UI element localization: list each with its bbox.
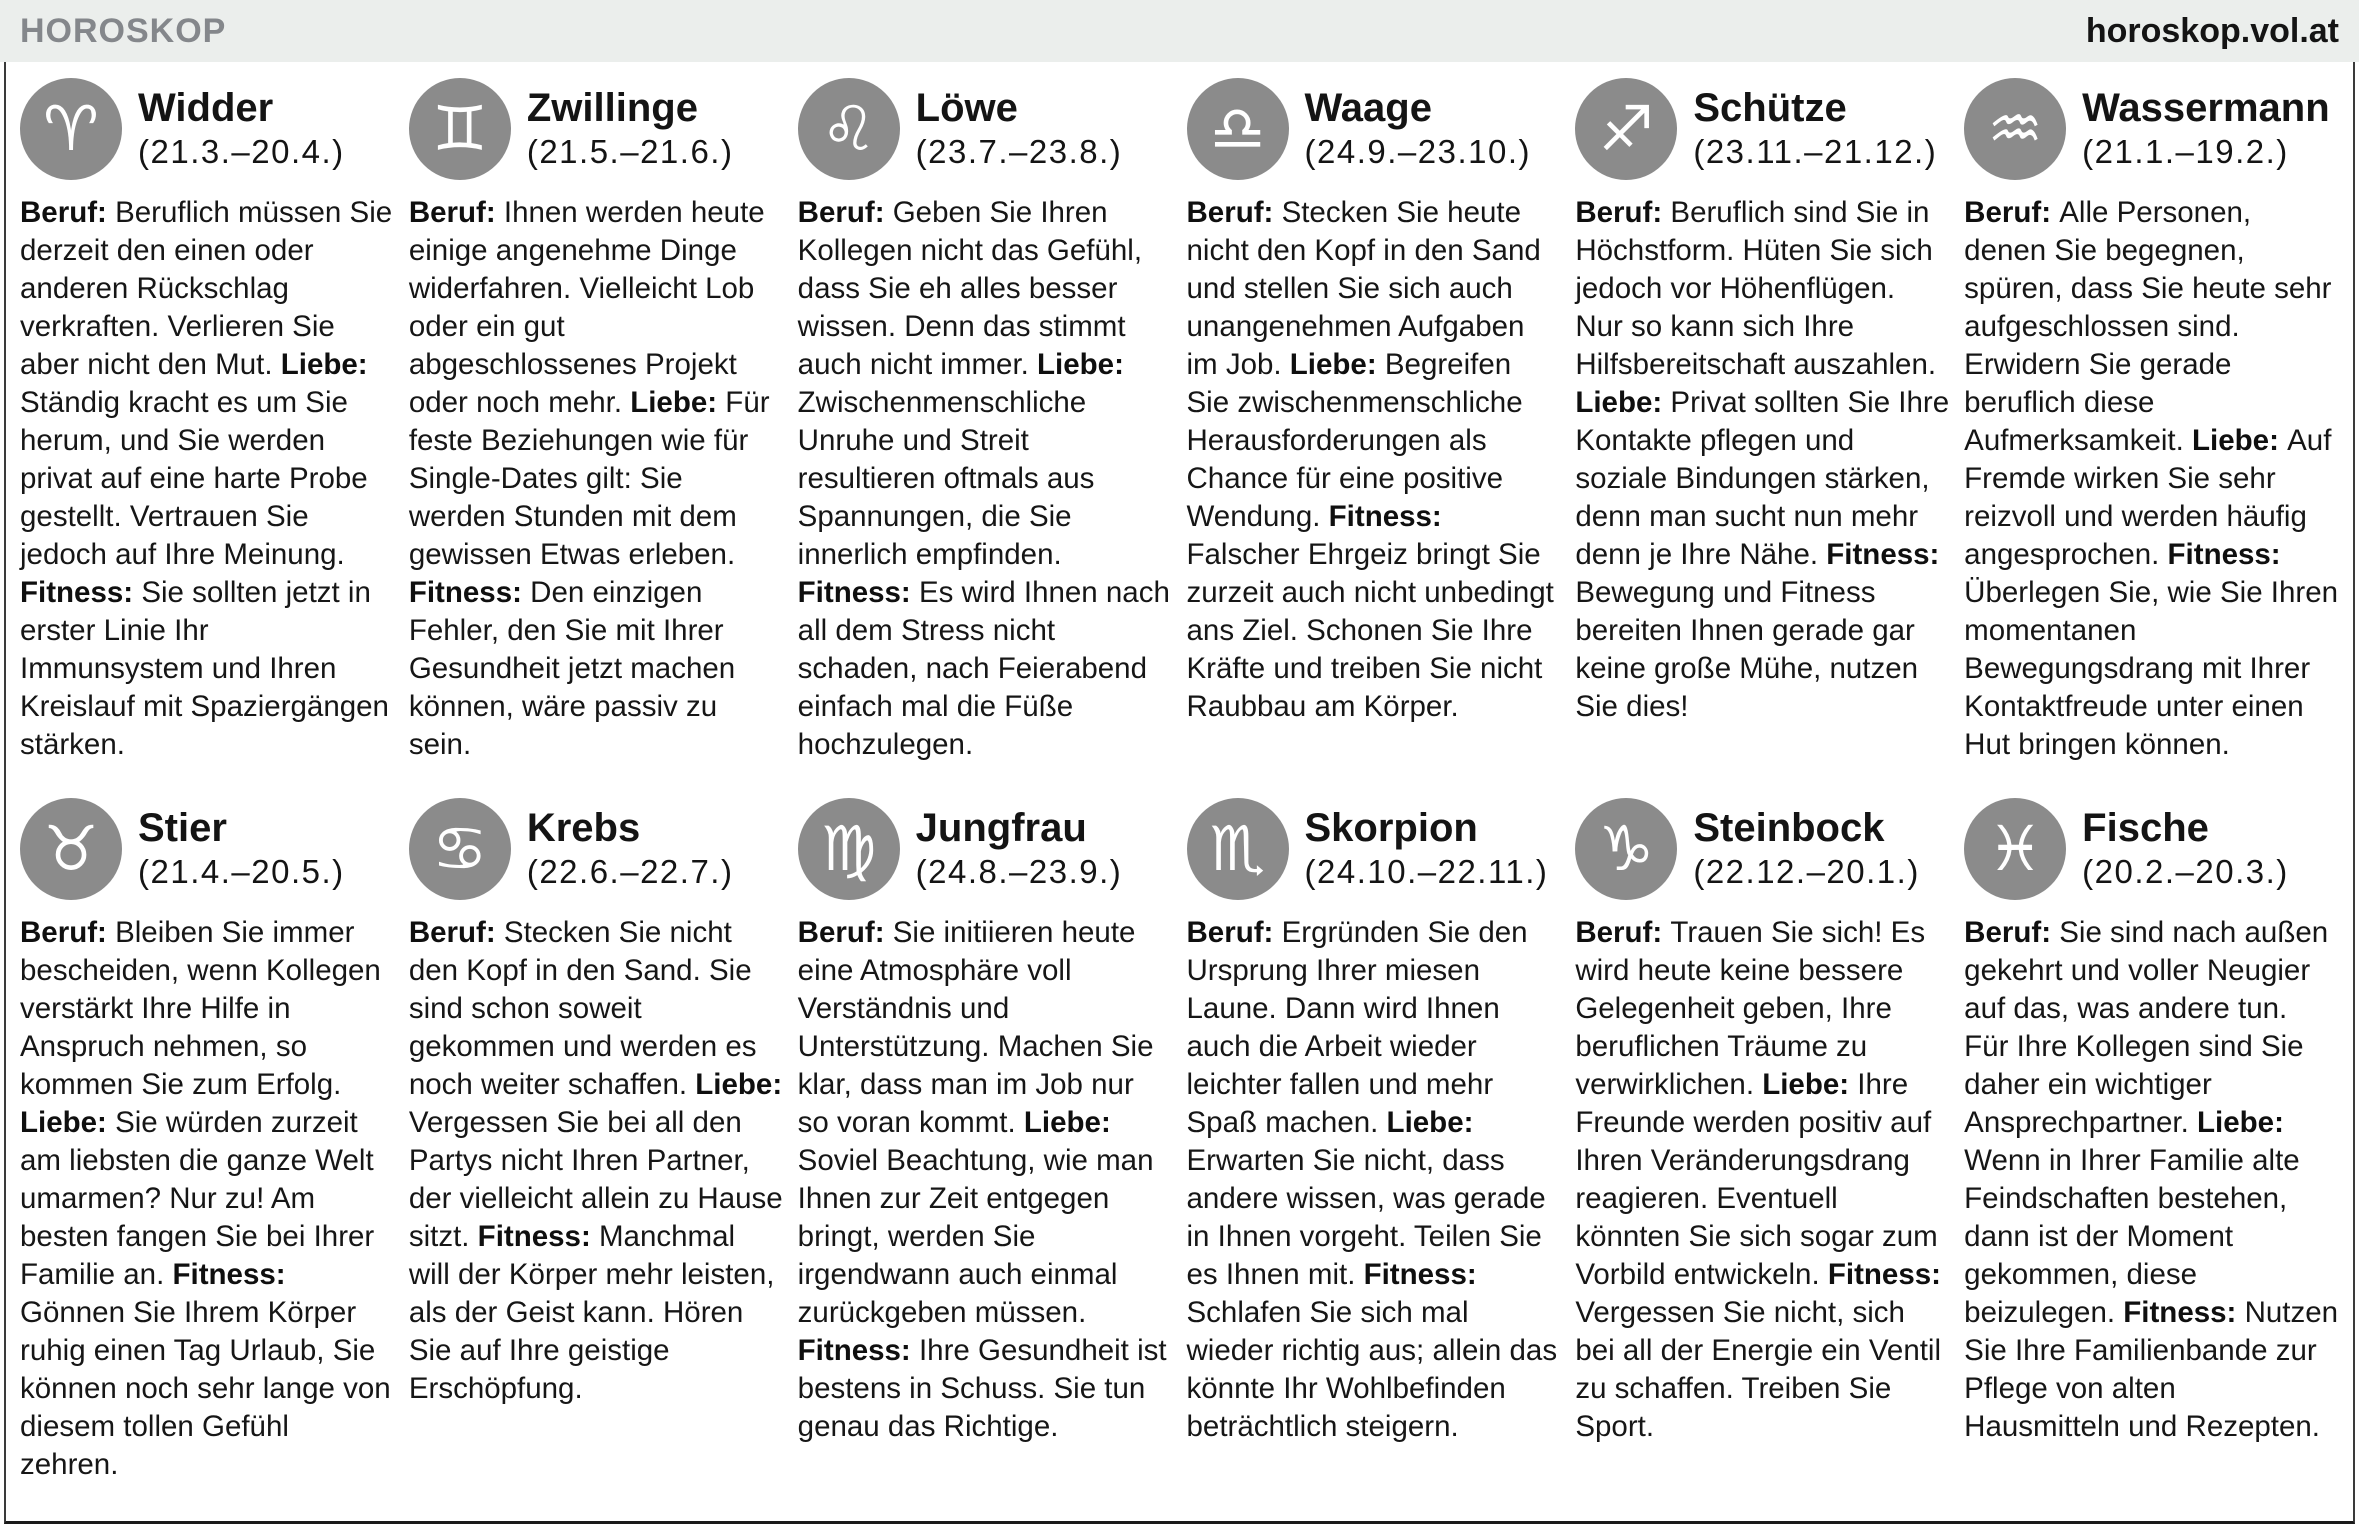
sign-title-block bbox=[1305, 87, 1531, 171]
horoscope-cell bbox=[1964, 78, 2339, 764]
sign-dates: (22.12.–20.1.) bbox=[1693, 853, 1920, 890]
sign-header bbox=[1187, 798, 1562, 900]
sign-dates: (21.4.–20.5.) bbox=[138, 853, 345, 890]
sign-title-block bbox=[1693, 807, 1919, 891]
horoscope-cell bbox=[20, 798, 395, 1484]
sign-name: Krebs bbox=[526, 806, 641, 850]
gemini-icon: ♊ bbox=[409, 78, 511, 180]
sign-title-block bbox=[916, 807, 1123, 891]
sign-name: Löwe bbox=[915, 86, 1018, 130]
taurus-icon: ♉ bbox=[20, 798, 122, 900]
pisces-icon: ♓ bbox=[1964, 798, 2066, 900]
sign-header bbox=[20, 798, 395, 900]
horoscope-cell bbox=[1187, 798, 1562, 1484]
horoscope-grid bbox=[20, 78, 2339, 1484]
sign-text: Beruf: Beruflich sind Sie in Höchstform. Hüten Sie sich jedoch vor Höhenflügen. Nur so kann sich Ihre Hilfsbereitschaft auszahlen. Liebe: Privat sollten Sie Ihre Kontakte pflegen und soziale Bindungen stärken, denn man sucht nun mehr denn je Ihre Nähe. Fitness: Bewegung und Fitness bereiten Ihnen gerade gar keine große Mühe, nutzen Sie dies! bbox=[1575, 196, 1950, 723]
sign-text: Beruf: Stecken Sie nicht den Kopf in den Sand. Sie sind schon soweit gekommen und werden es noch weiter schaffen. Liebe: Vergessen Sie bei all den Partys nicht Ihren Partner, der vielleicht allein zu Hause sitzt. Fitness: Manchmal will der Körper mehr leisten, als der Geist kann. Hören Sie auf Ihre geistige Erschöpfung. bbox=[408, 916, 783, 1405]
sign-text: Beruf: Alle Personen, denen Sie begegnen, spüren, dass Sie heute sehr aufgeschlossen sind. Erwidern Sie gerade beruflich diese Aufmerksamkeit. Liebe: Auf Fremde wirken Sie sehr reizvoll und werden häufig angesprochen. Fitness: Überlegen Sie, wie Sie Ihren momentanen Bewegungsdrang mit Ihrer Kontaktfreude unter einen Hut bringen können. bbox=[1964, 196, 2339, 761]
sign-dates: (24.8.–23.9.) bbox=[915, 853, 1123, 890]
sign-header bbox=[1575, 798, 1950, 900]
sign-name: Jungfrau bbox=[915, 806, 1087, 850]
capricorn-icon: ♑ bbox=[1575, 798, 1677, 900]
virgo-icon: ♍ bbox=[798, 798, 900, 900]
sign-title-block bbox=[527, 87, 734, 171]
sign-title-block bbox=[2082, 807, 2289, 891]
sign-name: Skorpion bbox=[1304, 806, 1478, 850]
sign-header bbox=[798, 798, 1173, 900]
sign-name: Zwillinge bbox=[526, 86, 698, 130]
sign-dates: (21.1.–19.2.) bbox=[2082, 133, 2289, 170]
sign-title-block bbox=[138, 807, 345, 891]
sign-text: Beruf: Ihnen werden heute einige angenehme Dinge widerfahren. Vielleicht Lob oder ein gut abgeschlossenes Projekt oder noch mehr. Liebe: Für feste Beziehungen wie für Single-Dates gilt: Sie werden Stunden mit dem gewissen Etwas erleben. Fitness: Den einzigen Fehler, den Sie mit Ihrer Gesundheit jetzt machen können, wäre passiv zu sein. bbox=[408, 196, 770, 761]
horoscope-cell bbox=[798, 798, 1173, 1484]
sign-name: Waage bbox=[1304, 86, 1432, 130]
sign-header bbox=[798, 78, 1173, 180]
sign-name: Steinbock bbox=[1693, 806, 1885, 850]
leo-icon: ♌ bbox=[798, 78, 900, 180]
sign-text: Beruf: Trauen Sie sich! Es wird heute keine bessere Gelegenheit geben, Ihre beruflichen Träume zu verwirklichen. Liebe: Ihre Freunde werden positiv auf Ihren Veränderungsdrang reagieren. Eventuell könnten Sie sich sogar zum Vorbild entwickeln. Fitness: Vergessen Sie nicht, sich bei all der Energie ein Ventil zu schaffen. Treiben Sie Sport. bbox=[1575, 916, 1942, 1443]
sign-dates: (23.11.–21.12.) bbox=[1693, 133, 1938, 170]
sign-header bbox=[1964, 798, 2339, 900]
horoscope-cell bbox=[409, 78, 784, 764]
sign-title-block bbox=[1693, 87, 1937, 171]
cancer-icon: ♋ bbox=[409, 798, 511, 900]
site-url: horoskop.vol.at bbox=[2085, 11, 2339, 50]
horoscope-cell bbox=[20, 78, 395, 764]
sagittarius-icon: ♐ bbox=[1575, 78, 1677, 180]
sign-title-block bbox=[2082, 87, 2330, 171]
sign-dates: (21.3.–20.4.) bbox=[138, 133, 345, 170]
sign-text: Beruf: Beruflich müssen Sie derzeit den einen oder anderen Rückschlag verkraften. Verlieren Sie aber nicht den Mut. Liebe: Ständig kracht es um Sie herum, und Sie werden privat auf eine harte Probe gestellt. Vertrauen Sie jedoch auf Ihre Meinung. Fitness: Sie sollten jetzt in erster Linie Ihr Immunsystem und Ihren Kreislauf mit Spaziergängen stärken. bbox=[20, 196, 393, 761]
page-header bbox=[0, 0, 2359, 62]
sign-name: Schütze bbox=[1693, 86, 1847, 130]
sign-title-block bbox=[1305, 807, 1549, 891]
sign-dates: (24.10.–22.11.) bbox=[1304, 853, 1549, 890]
sign-dates: (21.5.–21.6.) bbox=[526, 133, 734, 170]
content-frame bbox=[4, 62, 2355, 1524]
sign-header bbox=[409, 798, 784, 900]
sign-dates: (22.6.–22.7.) bbox=[526, 853, 734, 890]
sign-title-block bbox=[138, 87, 345, 171]
sign-text: Beruf: Sie sind nach außen gekehrt und voller Neugier auf das, was andere tun. Für Ihre Kollegen sind Sie daher ein wichtiger Ansprechpartner. Liebe: Wenn in Ihrer Familie alte Feindschaften bestehen, dann ist der Moment gekommen, diese beizulegen. Fitness: Nutzen Sie Ihre Familienbande zur Pflege von alten Hausmitteln und Rezepten. bbox=[1964, 916, 2339, 1443]
horoscope-cell bbox=[1575, 78, 1950, 764]
sign-title-block bbox=[527, 807, 734, 891]
sign-name: Widder bbox=[138, 86, 274, 130]
sign-text: Beruf: Stecken Sie heute nicht den Kopf in den Sand und stellen Sie sich auch unangenehmen Aufgaben im Job. Liebe: Begreifen Sie zwischenmenschliche Herausforderungen als Chance für eine positive Wendung. Fitness: Falscher Ehrgeiz bringt Sie zurzeit auch nicht unbedingt ans Ziel. Schonen Sie Ihre Kräfte und treiben Sie nicht Raubbau am Körper. bbox=[1186, 196, 1554, 723]
horoscope-cell bbox=[1964, 798, 2339, 1484]
horoscope-cell bbox=[1187, 78, 1562, 764]
sign-name: Wassermann bbox=[2082, 86, 2330, 130]
libra-icon: ♎ bbox=[1187, 78, 1289, 180]
page-title: HOROSKOP bbox=[20, 11, 227, 50]
aquarius-icon: ♒ bbox=[1964, 78, 2066, 180]
sign-text: Beruf: Bleiben Sie immer bescheiden, wenn Kollegen verstärkt Ihre Hilfe in Anspruch nehmen, so kommen Sie zum Erfolg. Liebe: Sie würden zurzeit am liebsten die ganze Welt umarmen? Nur zu! Am besten fangen Sie bei Ihrer Familie an. Fitness: Gönnen Sie Ihrem Körper ruhig einen Tag Urlaub, Sie können noch sehr lange von diesem tollen Gefühl zehren. bbox=[20, 916, 391, 1481]
sign-text: Beruf: Geben Sie Ihren Kollegen nicht das Gefühl, dass Sie eh alles besser wissen. Denn das stimmt auch nicht immer. Liebe: Zwischenmenschliche Unruhe und Streit resultieren oftmals aus Spannungen, die Sie innerlich empfinden. Fitness: Es wird Ihnen nach all dem Stress nicht schaden, nach Feierabend einfach mal die Füße hochzulegen. bbox=[797, 196, 1170, 761]
horoscope-cell bbox=[409, 798, 784, 1484]
sign-header bbox=[20, 78, 395, 180]
sign-name: Fische bbox=[2082, 806, 2209, 850]
sign-text: Beruf: Ergründen Sie den Ursprung Ihrer miesen Laune. Dann wird Ihnen auch die Arbeit wieder leichter fallen und mehr Spaß machen. Liebe: Erwarten Sie nicht, dass andere wissen, was gerade in Ihnen vorgeht. Teilen Sie es Ihnen mit. Fitness: Schlafen Sie sich mal wieder richtig aus; allein das könnte Ihr Wohlbefinden beträchtlich steigern. bbox=[1186, 916, 1558, 1443]
sign-name: Stier bbox=[138, 806, 227, 850]
horoscope-cell bbox=[798, 78, 1173, 764]
sign-header bbox=[409, 78, 784, 180]
scorpio-icon: ♏ bbox=[1187, 798, 1289, 900]
sign-dates: (24.9.–23.10.) bbox=[1304, 133, 1531, 170]
sign-header bbox=[1575, 78, 1950, 180]
sign-dates: (20.2.–20.3.) bbox=[2082, 853, 2289, 890]
sign-dates: (23.7.–23.8.) bbox=[915, 133, 1123, 170]
sign-title-block bbox=[916, 87, 1123, 171]
horoscope-cell bbox=[1575, 798, 1950, 1484]
sign-header bbox=[1964, 78, 2339, 180]
aries-icon: ♈ bbox=[20, 78, 122, 180]
sign-header bbox=[1187, 78, 1562, 180]
sign-text: Beruf: Sie initiieren heute eine Atmosphäre voll Verständnis und Unterstützung. Machen Sie klar, dass man im Job nur so voran kommt. Liebe: Soviel Beachtung, wie man Ihnen zur Zeit entgegen bringt, werden Sie irgendwann auch einmal zurückgeben müssen. Fitness: Ihre Gesundheit ist bestens in Schuss. Sie tun genau das Richtige. bbox=[797, 916, 1167, 1443]
